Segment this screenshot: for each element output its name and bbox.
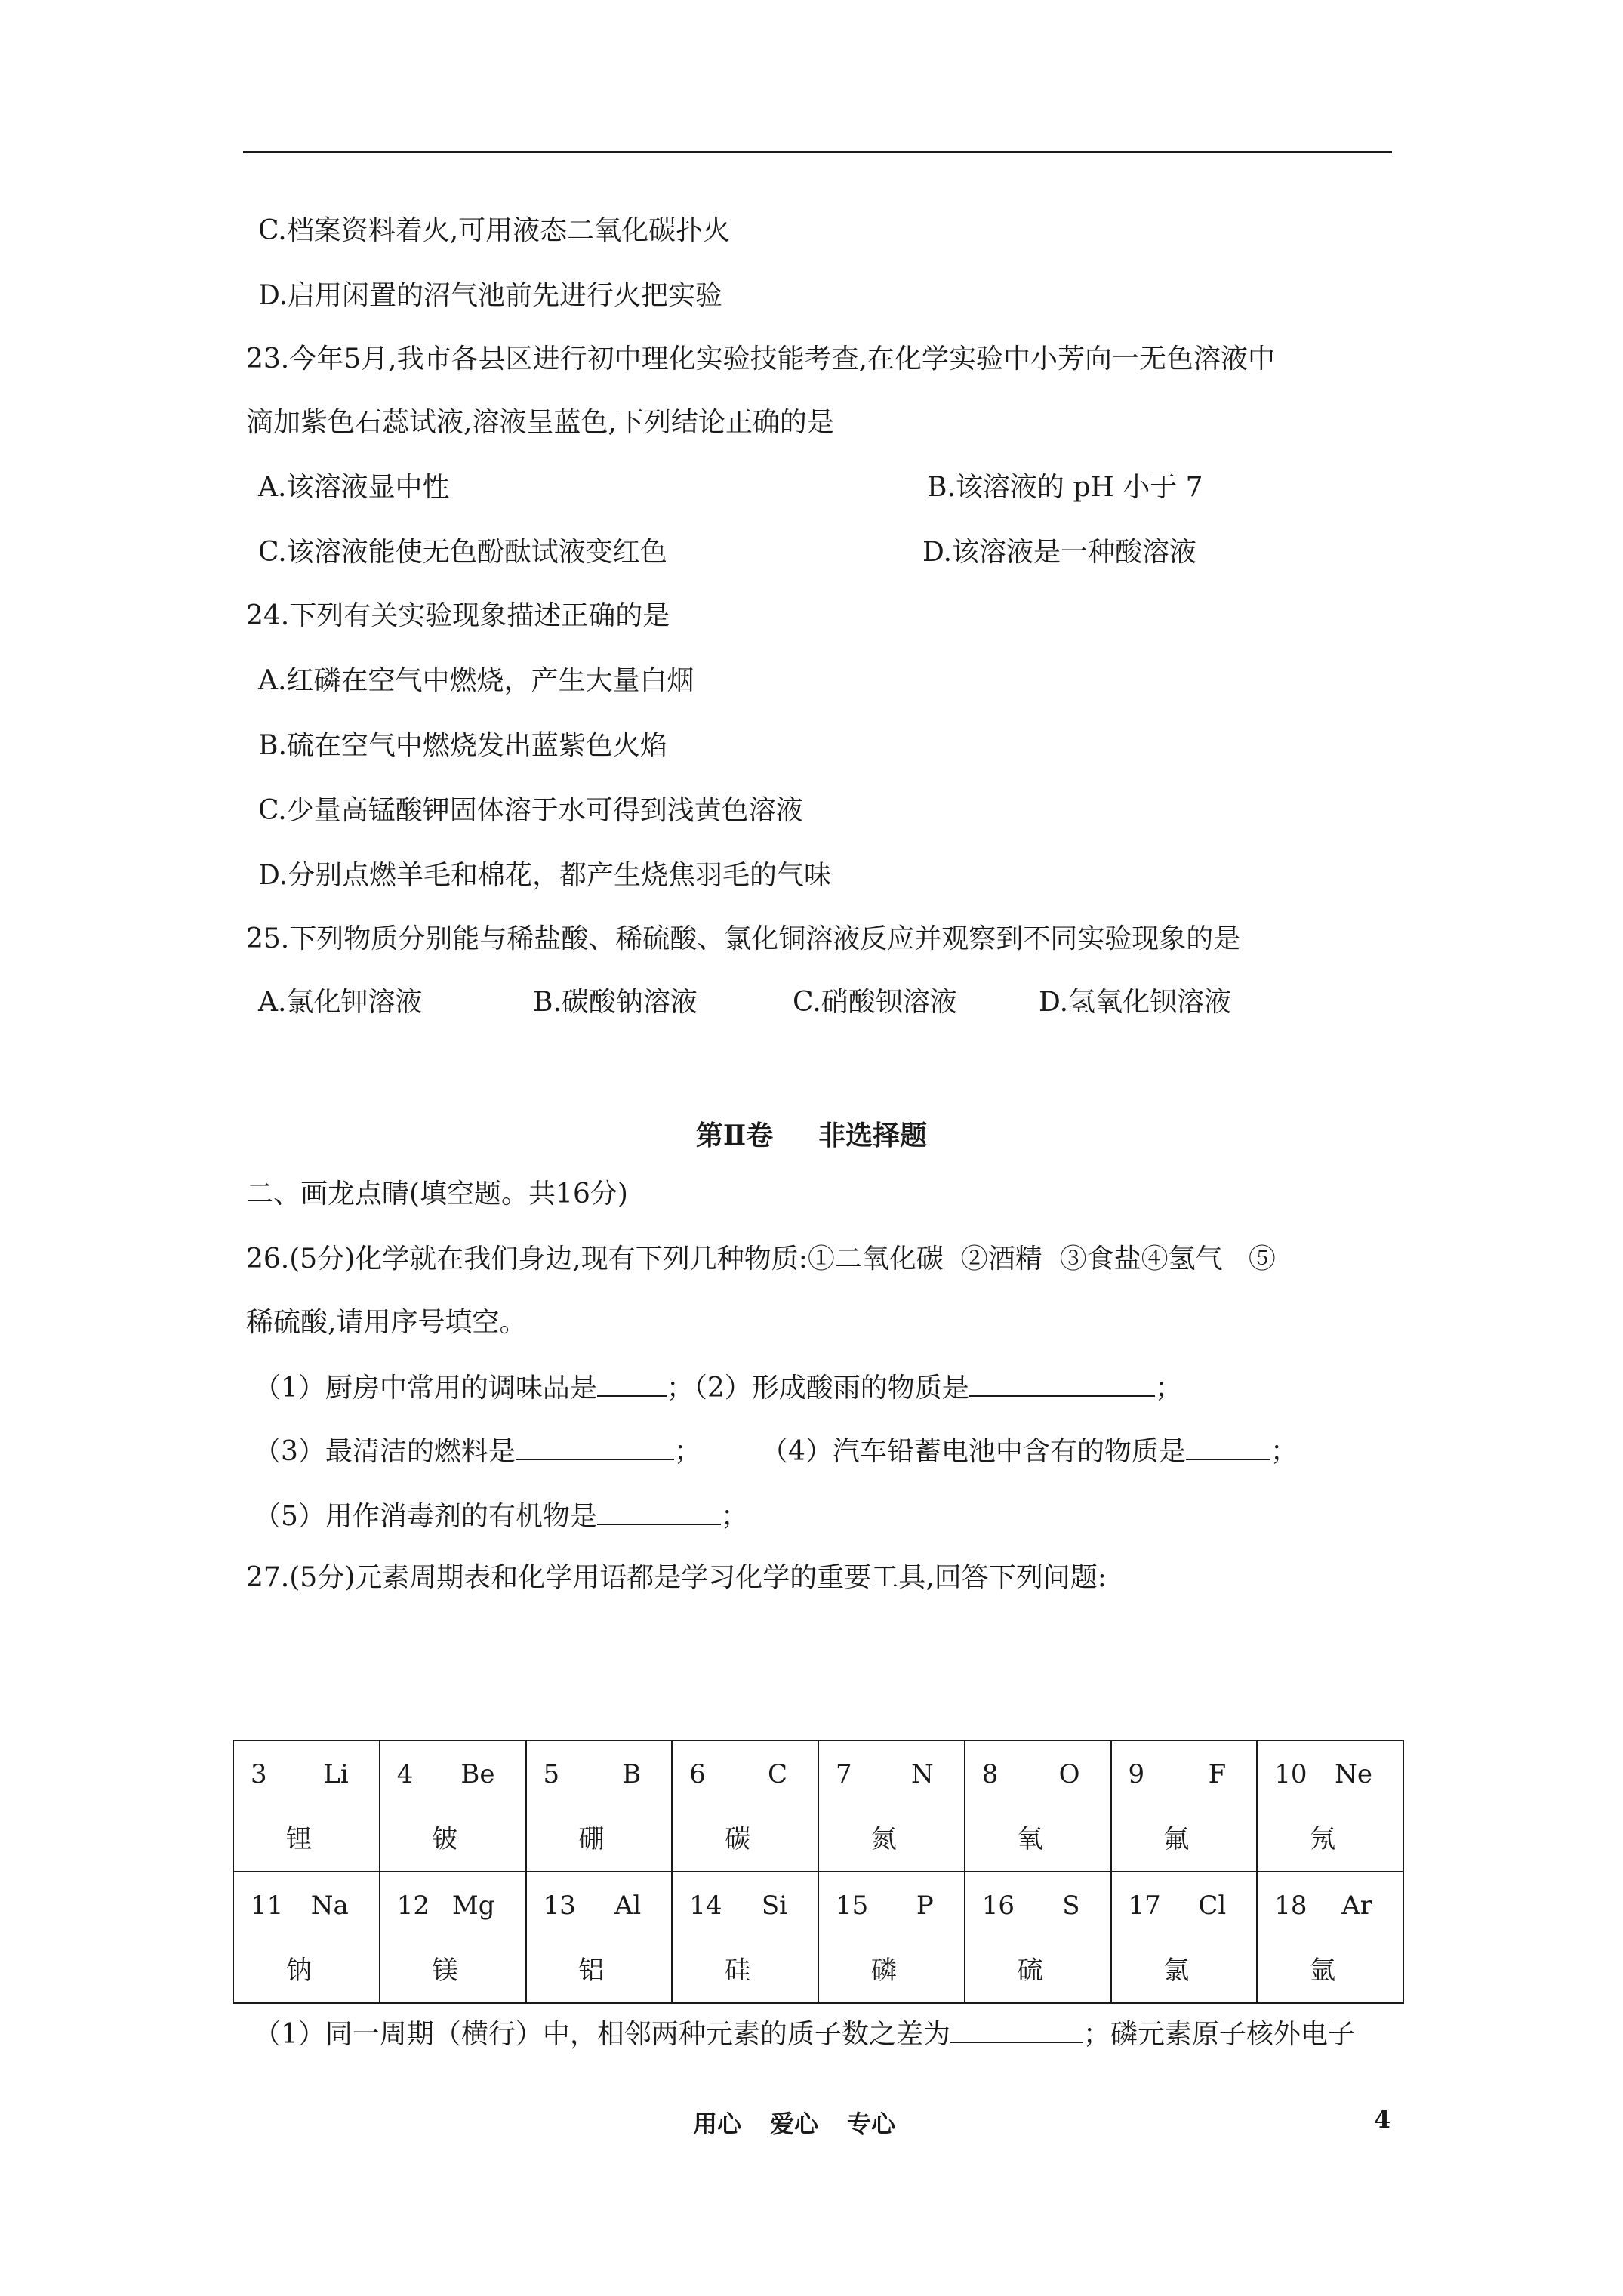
element-cell (965, 1872, 1111, 2003)
element-cell (672, 1872, 818, 2003)
q26-stem-line2: 稀硫酸,请用序号填空。 (246, 1307, 527, 1338)
q26-stem-line1: 26.(5分)化学就在我们身边,现有下列几种物质:①二氧化碳 ②酒精 ③食盐④氢气 ⑤ (246, 1244, 1276, 1274)
element-cell (233, 1872, 380, 2003)
element-header (527, 1872, 672, 1927)
element-symbol: Be (460, 1759, 495, 1789)
element-symbol: Ne (1335, 1759, 1372, 1789)
q26-item3 (254, 1433, 701, 1469)
motto-word: 爱心 (770, 2110, 819, 2138)
q22-option-c: C.档案资料着火,可用液态二氧化碳扑火 (258, 215, 731, 246)
motto-word: 用心 (693, 2110, 742, 2138)
element-header (1112, 1872, 1257, 1927)
element-symbol: O (1058, 1759, 1080, 1789)
atomic-number: 16 (981, 1891, 1015, 1921)
q27-stem: 27.(5分)元素周期表和化学用语都是学习化学的重要工具,回答下列问题: (246, 1562, 1107, 1593)
section-part: 第Ⅱ卷 (695, 1120, 774, 1151)
q26-item5-blank (597, 1498, 721, 1525)
element-name: 锂 (285, 1824, 312, 1854)
q26-item3-label: （3）最清洁的燃料是 (254, 1436, 516, 1467)
q25-option-c: C.硝酸钡溶液 (793, 987, 957, 1018)
element-cell (380, 1740, 526, 1872)
element-cell (818, 1872, 965, 2003)
atomic-number: 8 (981, 1759, 999, 1789)
element-symbol: Na (310, 1891, 349, 1921)
element-header (1258, 1872, 1403, 1927)
q24-option-b: B.硫在空气中燃烧发出蓝紫色火焰 (258, 730, 667, 761)
element-cell (672, 1740, 818, 1872)
element-name: 硫 (1017, 1955, 1043, 1986)
element-name: 氟 (1163, 1824, 1190, 1854)
element-symbol: Li (323, 1759, 349, 1789)
element-name: 镁 (432, 1955, 458, 1986)
element-name: 氧 (1017, 1824, 1043, 1854)
element-name: 铝 (578, 1955, 605, 1986)
q27-item1 (254, 2016, 1355, 2051)
element-header (234, 1872, 379, 1927)
element-name: 氖 (1310, 1824, 1336, 1854)
q23-option-d: D.该溶液是一种酸溶液 (922, 537, 1197, 568)
element-header (1258, 1741, 1403, 1795)
atomic-number: 12 (396, 1891, 430, 1921)
q26-item2-blank (969, 1370, 1155, 1397)
atomic-number: 7 (836, 1759, 852, 1789)
element-name: 氩 (1310, 1955, 1336, 1986)
q22-option-d: D.启用闲置的沼气池前先进行火把实验 (258, 280, 723, 311)
element-cell (380, 1872, 526, 2003)
periodic-table (233, 1740, 1404, 2004)
q27-item1-blank (950, 2016, 1083, 2043)
atomic-number: 13 (543, 1891, 576, 1921)
q23-option-a: A.该溶液显中性 (258, 472, 450, 503)
q25-stem: 25.下列物质分别能与稀盐酸、稀硫酸、氯化铜溶液反应并观察到不同实验现象的是 (246, 923, 1241, 954)
q25-option-d: D.氢氧化钡溶液 (1039, 987, 1232, 1018)
element-header (527, 1741, 672, 1795)
q23-option-c: C.该溶液能使无色酚酞试液变红色 (258, 537, 667, 568)
section-title (0, 1114, 1623, 1153)
element-symbol: Cl (1198, 1891, 1227, 1921)
atomic-number: 9 (1128, 1759, 1145, 1789)
q23-stem-line1: 23.今年5月,我市各县区进行初中理化实验技能考查,在化学实验中小芳向一无色溶液中 (246, 344, 1276, 374)
q25-option-b: B.碳酸钠溶液 (533, 987, 698, 1018)
q26-row1 (254, 1370, 1182, 1405)
header-rule (243, 151, 1392, 153)
element-header (819, 1741, 964, 1795)
q26-semicolon-c: ； (1270, 1436, 1298, 1467)
q26-item4-blank (1186, 1433, 1270, 1460)
atomic-number: 11 (251, 1891, 284, 1921)
element-symbol: P (916, 1891, 934, 1921)
atomic-number: 5 (543, 1759, 560, 1789)
q26-item5-label: （5）用作消毒剂的有机物是 (254, 1501, 597, 1532)
atomic-number: 10 (1274, 1759, 1307, 1789)
atomic-number: 14 (689, 1891, 722, 1921)
motto-word: 专心 (847, 2110, 896, 2138)
element-name: 铍 (432, 1824, 458, 1854)
element-header (380, 1741, 525, 1795)
element-header (819, 1872, 964, 1927)
q26-semicolon-b: ； (673, 1436, 701, 1467)
element-name: 硼 (578, 1824, 605, 1854)
element-name: 硅 (725, 1955, 751, 1986)
q23-option-b: B.该溶液的 pH 小于 7 (927, 472, 1203, 503)
q26-item4 (761, 1433, 1298, 1469)
atomic-number: 3 (251, 1759, 267, 1789)
element-symbol: Si (761, 1891, 787, 1921)
q23-stem-line2: 滴加紫色石蕊试液,溶液呈蓝色,下列结论正确的是 (246, 407, 834, 438)
element-header (965, 1872, 1110, 1927)
element-header (965, 1741, 1110, 1795)
q26-semicolon-d: ； (720, 1501, 748, 1532)
page-number: 4 (1374, 2105, 1391, 2134)
q27-item1-tail: ；磷元素原子核外电子 (1083, 2019, 1355, 2050)
element-symbol: B (622, 1759, 642, 1789)
q26-item1-blank (597, 1370, 667, 1397)
element-symbol: N (911, 1759, 934, 1789)
element-cell (526, 1740, 673, 1872)
element-header (380, 1872, 525, 1927)
q24-option-d: D.分别点燃羊毛和棉花，都产生烧焦羽毛的气味 (258, 860, 832, 891)
q26-item1-label: （1）厨房中常用的调味品是 (254, 1373, 597, 1404)
q24-option-c: C.少量高锰酸钾固体溶于水可得到浅黄色溶液 (258, 795, 803, 826)
element-header (1112, 1741, 1257, 1795)
periodic-row (233, 1872, 1403, 2003)
element-header (234, 1741, 379, 1795)
q27-item1-label: （1）同一周期（横行）中，相邻两种元素的质子数之差为 (254, 2019, 950, 2050)
element-symbol: C (767, 1759, 787, 1789)
element-name: 磷 (870, 1955, 897, 1986)
element-cell (1111, 1740, 1258, 1872)
element-symbol: Mg (451, 1891, 495, 1921)
element-header (673, 1741, 818, 1795)
element-name: 氮 (870, 1824, 897, 1854)
q26-item2-label: ；（2）形成酸雨的物质是 (666, 1373, 969, 1404)
atomic-number: 18 (1274, 1891, 1307, 1921)
q26-item4-label: （4）汽车铅蓄电池中含有的物质是 (761, 1436, 1186, 1467)
element-cell (233, 1740, 380, 1872)
part2-heading: 二、画龙点睛(填空题。共16分) (246, 1179, 628, 1210)
element-symbol: Ar (1341, 1891, 1372, 1921)
element-cell (1111, 1872, 1258, 2003)
atomic-number: 15 (836, 1891, 869, 1921)
element-name: 碳 (725, 1824, 751, 1854)
q24-option-a: A.红磷在空气中燃烧，产生大量白烟 (258, 665, 694, 696)
q26-item5 (254, 1498, 748, 1533)
element-symbol: F (1208, 1759, 1227, 1789)
footer-motto (693, 2105, 924, 2140)
atomic-number: 4 (396, 1759, 414, 1789)
element-cell (1257, 1872, 1403, 2003)
element-cell (526, 1872, 673, 2003)
periodic-row (233, 1740, 1403, 1872)
atomic-number: 17 (1128, 1891, 1161, 1921)
element-symbol: Al (614, 1891, 642, 1921)
element-symbol: S (1062, 1891, 1080, 1921)
element-cell (1257, 1740, 1403, 1872)
element-name: 氯 (1163, 1955, 1190, 1986)
q26-item3-blank (516, 1433, 674, 1460)
element-cell (965, 1740, 1111, 1872)
q26-semicolon-a: ； (1154, 1373, 1182, 1404)
element-name: 钠 (285, 1955, 312, 1986)
element-cell (818, 1740, 965, 1872)
q24-stem: 24.下列有关实验现象描述正确的是 (246, 600, 670, 631)
atomic-number: 6 (689, 1759, 706, 1789)
element-header (673, 1872, 818, 1927)
q25-option-a: A.氯化钾溶液 (258, 987, 423, 1018)
section-name: 非选择题 (818, 1120, 928, 1151)
